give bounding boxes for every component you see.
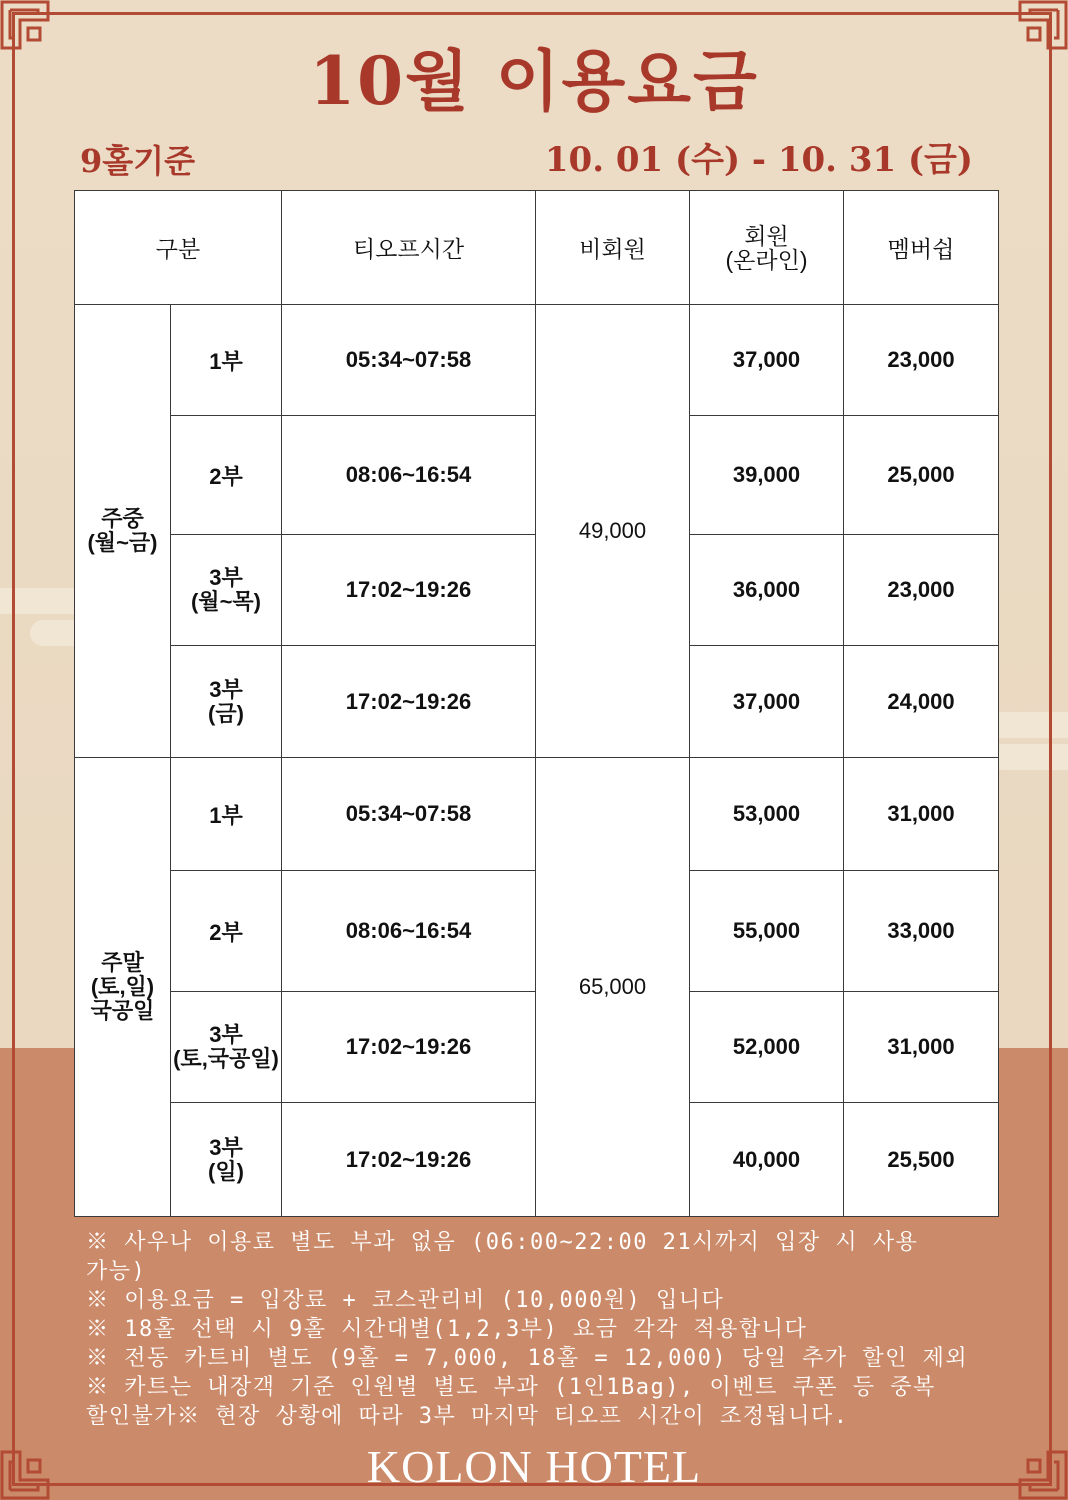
weekday-label: 주중 — [101, 506, 144, 531]
weekend-non-member-price: 65,000 — [536, 758, 690, 1217]
part-label: 1부 — [209, 348, 243, 374]
note-line: 할인불가※ 현장 상황에 따라 3부 마지막 티오프 시간이 조정됩니다. — [86, 1404, 849, 1429]
note-line: ※ 이용요금 = 입장료 + 코스관리비 (10,000원) 입니다 — [86, 1288, 725, 1313]
member-price: 37,000 — [690, 646, 844, 758]
table-row — [75, 758, 999, 871]
table-row — [75, 305, 999, 416]
tee-time-cell: 08:06~16:54 — [282, 871, 536, 992]
part-cell — [171, 535, 282, 646]
weekday-days: (월~금) — [87, 530, 158, 555]
cloud-decoration — [990, 744, 1068, 770]
notes-section — [86, 1228, 1036, 1431]
note-line: ※ 카트는 내장객 기준 인원별 별도 부과 (1인1Bag), 이벤트 쿠폰 등 중복 — [86, 1375, 936, 1400]
membership-price: 31,000 — [844, 992, 999, 1103]
tee-time-cell: 05:34~07:58 — [282, 758, 536, 871]
part-days: (토,국공일) — [173, 1046, 279, 1071]
weekday-non-member-price: 49,000 — [536, 305, 690, 758]
part-label: 3부 — [209, 1134, 243, 1160]
membership-price: 25,500 — [844, 1103, 999, 1217]
membership-price: 23,000 — [844, 535, 999, 646]
date-range: 10. 01 (수) - 10. 31 (금) — [544, 140, 973, 180]
membership-price: 23,000 — [844, 305, 999, 416]
part-cell — [171, 646, 282, 758]
member-price: 55,000 — [690, 871, 844, 992]
part-label: 2부 — [209, 919, 243, 945]
part-days: (일) — [208, 1158, 244, 1184]
part-label: 2부 — [209, 463, 243, 489]
member-price: 37,000 — [690, 305, 844, 416]
member-price: 39,000 — [690, 416, 844, 535]
tee-time-cell: 17:02~19:26 — [282, 992, 536, 1103]
note-line: ※ 전동 카트비 별도 (9홀 = 7,000, 18홀 = 12,000) 당일 추가 할인 제외 — [86, 1346, 969, 1371]
weekend-holiday: 국공일 — [90, 998, 155, 1023]
membership-price: 25,000 — [844, 416, 999, 535]
membership-price: 33,000 — [844, 871, 999, 992]
brand-footer: KOLON HOTEL — [366, 1441, 702, 1492]
table-header-row — [75, 191, 999, 305]
member-price: 53,000 — [690, 758, 844, 871]
part-cell — [171, 758, 282, 871]
part-cell — [171, 305, 282, 416]
rate-table — [74, 190, 999, 1217]
note-line: ※ 18홀 선택 시 9홀 시간대별(1,2,3부) 요금 각각 적용합니다 — [86, 1317, 808, 1342]
weekend-days: (토,일) — [90, 974, 155, 999]
hole-basis-label: 9홀기준 — [80, 142, 196, 180]
header-tee-time: 티오프시간 — [282, 191, 536, 305]
part-label: 3부 — [209, 565, 243, 590]
part-days: (금) — [208, 700, 244, 726]
page-title: 10월 이용요금 — [309, 42, 759, 120]
membership-price: 24,000 — [844, 646, 999, 758]
header-member-line2: (온라인) — [725, 246, 808, 273]
tee-time-cell: 17:02~19:26 — [282, 535, 536, 646]
member-price: 40,000 — [690, 1103, 844, 1217]
part-days: (월~목) — [190, 589, 261, 614]
part-cell — [171, 1103, 282, 1217]
part-cell — [171, 992, 282, 1103]
weekend-group-cell — [75, 758, 171, 1217]
part-label: 1부 — [209, 802, 243, 828]
part-cell — [171, 871, 282, 992]
part-label: 3부 — [209, 676, 243, 702]
weekday-group-cell — [75, 305, 171, 758]
part-cell — [171, 416, 282, 535]
header-non-member: 비회원 — [536, 191, 690, 305]
header-membership: 멤버쉽 — [844, 191, 999, 305]
note-line: ※ 사우나 이용료 별도 부과 없음 (06:00~22:00 21시까지 입장 시 사용 — [86, 1230, 919, 1255]
part-label: 3부 — [209, 1022, 243, 1047]
membership-price: 31,000 — [844, 758, 999, 871]
note-line: 가능) — [86, 1259, 147, 1284]
header-member-line1: 회원 — [744, 222, 789, 249]
tee-time-cell: 17:02~19:26 — [282, 1103, 536, 1217]
member-price: 36,000 — [690, 535, 844, 646]
tee-time-cell: 05:34~07:58 — [282, 305, 536, 416]
header-category: 구분 — [75, 191, 282, 305]
member-price: 52,000 — [690, 992, 844, 1103]
tee-time-cell: 08:06~16:54 — [282, 416, 536, 535]
tee-time-cell: 17:02~19:26 — [282, 646, 536, 758]
weekend-label: 주말 — [101, 950, 144, 975]
header-member — [690, 191, 844, 305]
